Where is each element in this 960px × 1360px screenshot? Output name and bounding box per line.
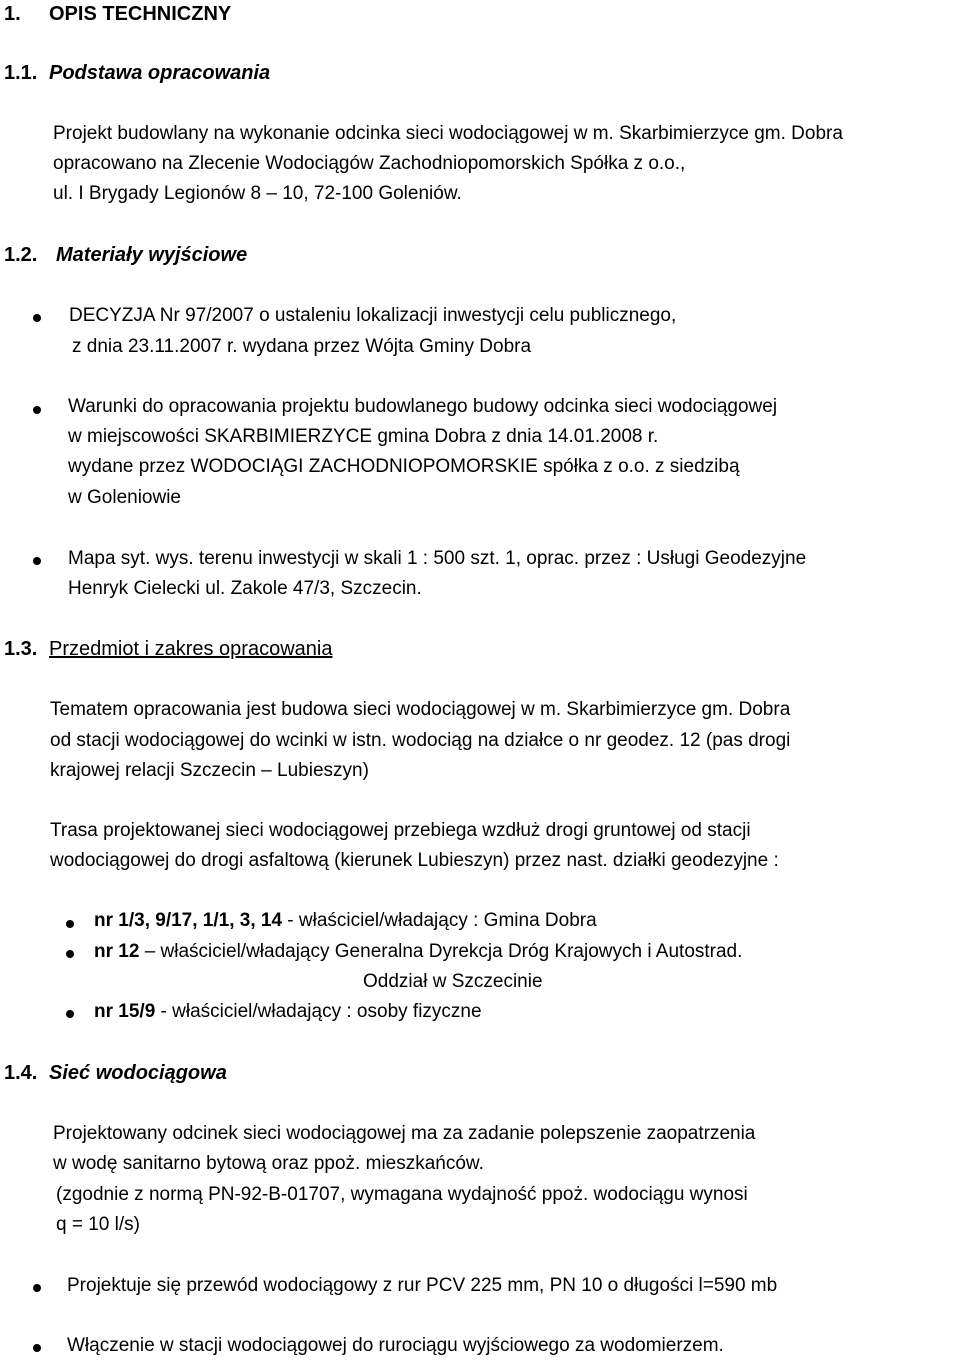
list-item: nr 12 – właściciel/władający Generalna Dyrekcja Dróg Krajowych i Autostrad. [94, 941, 743, 962]
body-line: w wodę sanitarno bytową oraz ppoż. mieszkańców. [53, 1153, 484, 1174]
bullet-icon [33, 1284, 41, 1292]
body-line: Tematem opracowania jest budowa sieci wodociągowej w m. Skarbimierzyce gm. Dobra [50, 699, 791, 720]
list-item: nr 1/3, 9/17, 1/1, 3, 14 - właściciel/władający : Gmina Dobra [94, 910, 597, 931]
heading-1-4-number: 1.4. [4, 1062, 38, 1084]
list-item-continuation: Oddział w Szczecinie [363, 971, 543, 992]
list-item-line: w miejscowości SKARBIMIERZYCE gmina Dobra z dnia 14.01.2008 r. [68, 426, 659, 447]
bullet-icon [33, 406, 41, 414]
bullet-icon [33, 1344, 41, 1352]
body-line: Trasa projektowanej sieci wodociągowej przebiega wzdłuż drogi gruntowej od stacji [50, 820, 751, 841]
bullet-icon [66, 1010, 74, 1018]
body-line: krajowej relacji Szczecin – Lubieszyn) [50, 760, 369, 781]
heading-1-title: OPIS TECHNICZNY [49, 3, 232, 25]
body-line: (zgodnie z normą PN-92-B-01707, wymagana wydajność ppoż. wodociągu wynosi [56, 1184, 748, 1205]
body-line: Projekt budowlany na wykonanie odcinka sieci wodociągowej w m. Skarbimierzyce gm. Dobra [53, 123, 843, 144]
body-line: Projektowany odcinek sieci wodociągowej ma za zadanie polepszenie zaopatrzenia [53, 1123, 756, 1144]
heading-1-3-number: 1.3. [4, 638, 38, 660]
body-line: opracowano na Zlecenie Wodociągów Zachodniopomorskich Spółka z o.o., [53, 153, 686, 174]
list-item-line: Henryk Cielecki ul. Zakole 47/3, Szczecin. [68, 578, 422, 599]
body-line: q = 10 l/s) [56, 1214, 140, 1235]
body-line: od stacji wodociągowej do wcinki w istn. wodociąg na działce o nr geodez. 12 (pas drogi [50, 730, 791, 751]
heading-1-2-title: Materiały wyjściowe [56, 244, 248, 266]
list-item: Projektuje się przewód wodociągowy z rur PCV 225 mm, PN 10 o długości l=590 mb [67, 1275, 778, 1296]
heading-1-3-title: Przedmiot i zakres opracowania [49, 638, 333, 660]
heading-1-2-number: 1.2. [4, 244, 38, 266]
list-item-line: Mapa syt. wys. terenu inwestycji w skali 1 : 500 szt. 1, oprac. przez : Usługi Geodezyjne [68, 548, 807, 569]
list-item-line: z dnia 23.11.2007 r. wydana przez Wójta Gminy Dobra [72, 336, 532, 357]
heading-1-number: 1. [4, 3, 21, 25]
bullet-icon [66, 950, 74, 958]
list-item: nr 15/9 - właściciel/władający : osoby fizyczne [94, 1001, 482, 1022]
list-item-line: w Goleniowie [68, 487, 181, 508]
body-line: wodociągowej do drogi asfaltową (kierunek Lubieszyn) przez nast. działki geodezyjne : [50, 850, 779, 871]
list-item-line: Warunki do opracowania projektu budowlanego budowy odcinka sieci wodociągowej [68, 396, 778, 417]
list-item-line: wydane przez WODOCIĄGI ZACHODNIOPOMORSKIE spółka z o.o. z siedzibą [68, 456, 740, 477]
heading-1-1-number: 1.1. [4, 62, 38, 84]
bullet-icon [66, 920, 74, 928]
heading-1-1-title: Podstawa opracowania [49, 62, 271, 84]
body-line: ul. I Brygady Legionów 8 – 10, 72-100 Goleniów. [53, 183, 462, 204]
list-item-line: DECYZJA Nr 97/2007 o ustaleniu lokalizacji inwestycji celu publicznego, [69, 305, 677, 326]
list-item: Włączenie w stacji wodociągowej do rurociągu wyjściowego za wodomierzem. [67, 1335, 724, 1356]
bullet-icon [33, 314, 41, 322]
heading-1-4-title: Sieć wodociągowa [49, 1062, 227, 1084]
bullet-icon [33, 557, 41, 565]
